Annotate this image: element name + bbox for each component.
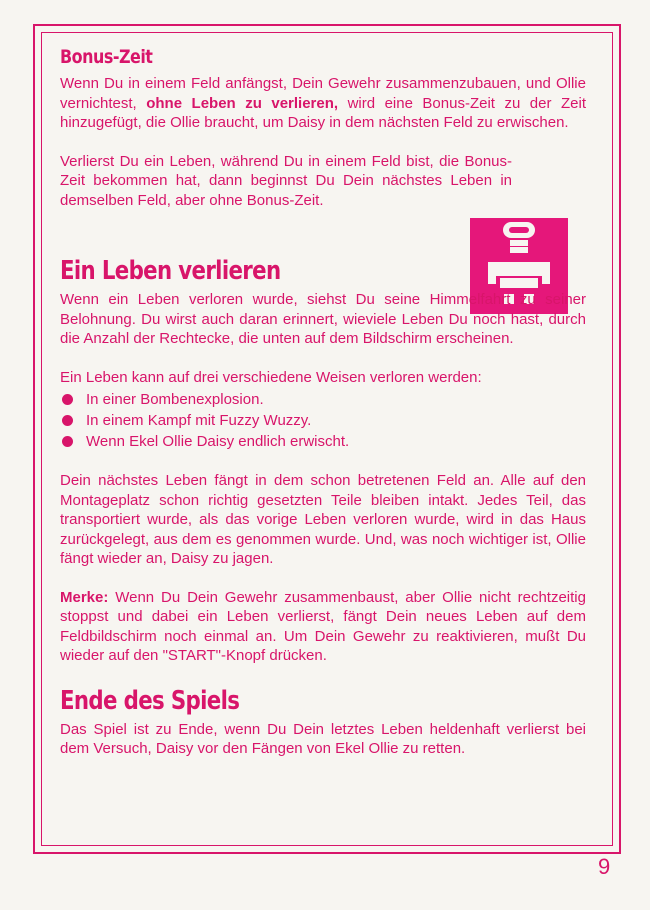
bullet-dot-icon xyxy=(62,436,73,447)
list-item xyxy=(60,410,586,431)
merke-note xyxy=(60,588,586,666)
lose-life-paragraph-3: Dein nächstes Leben fängt in dem schon betretenen Feld an. Alle auf den Montageplatz schon richtig gesetzten Teile bleiben intakt. Jedes Teil, das transportiert wurde, als das vorige Leben verloren wurde, wird in das Haus zurückgelegt, aus dem es genommen wurde. Und, was noch wichtiger ist, Ollie fängt wieder an, Daisy zu jagen. xyxy=(60,472,586,567)
bonus-p1-bold: ohne Leben zu verlieren, xyxy=(146,94,339,112)
merke-text: Wenn Du Dein Gewehr zusammenbaust, aber Ollie nicht rechtzeitig stoppst und dabei ein Leben verlierst, fängt Dein neues Leben auf dem Feldbildschirm noch einmal an. Um Dein Gewehr zu reaktivieren, mußt Du wieder auf den "START"-Knopf drücken. xyxy=(60,588,586,664)
bullet-dot-icon xyxy=(62,415,73,426)
lose-life-bullet-list xyxy=(60,389,586,452)
bonus-p1-text: Wenn Du in einem Feld anfängst, Dein Gewehr zusammenzubauen, und Ollie vernichtest, xyxy=(60,75,586,112)
heading-bonus-zeit: Bonus-Zeit xyxy=(60,46,153,68)
bonus-paragraph-1 xyxy=(60,74,586,133)
bonus-paragraph-2: Verlierst Du ein Leben, während Du in einem Feld bist, die Bonus-Zeit bekommen hat, dann beginnst Du Dein nächstes Leben in demselben Feld, aber ohne Bonus-Zeit. xyxy=(60,152,512,209)
heading-ende-des-spiels: Ende des Spiels xyxy=(60,685,240,716)
list-item xyxy=(60,431,586,452)
game-end-paragraph: Das Spiel ist zu Ende, wenn Du Dein letztes Leben heldenhaft verlierst bei dem Versuch, Daisy vor den Fängen von Ekel Ollie zu retten. xyxy=(60,720,586,757)
list-item xyxy=(60,389,586,410)
heading-ein-leben-verlieren: Ein Leben verlieren xyxy=(60,256,281,286)
bullet-text: In einem Kampf mit Fuzzy Wuzzy. xyxy=(86,412,312,429)
bullet-text: Wenn Ekel Ollie Daisy endlich erwischt. xyxy=(86,433,350,450)
bonus-p1-text-end: wird eine Bonus-Zeit zu der Zeit hinzugefügt, die Ollie braucht, um Daisy in dem nächsten Feld zu erwischen. xyxy=(60,94,586,131)
merke-label: Merke: xyxy=(60,588,109,606)
bullet-text: In einer Bombenexplosion. xyxy=(86,391,264,408)
lose-life-paragraph-1: Wenn ein Leben verloren wurde, siehst Du seine Himmelfahrt zu seiner Belohnung. Du wirst auch daran erinnert, wieviele Leben Du noch hast, durch die Anzahl der Rechtecke, die unten auf dem Bildschirm erscheinen. xyxy=(60,291,586,347)
lose-life-paragraph-2: Ein Leben kann auf drei verschiedene Weisen verloren werden: xyxy=(60,368,482,386)
page-number: 9 xyxy=(598,854,611,879)
page-content xyxy=(60,40,586,759)
bullet-dot-icon xyxy=(62,394,73,405)
